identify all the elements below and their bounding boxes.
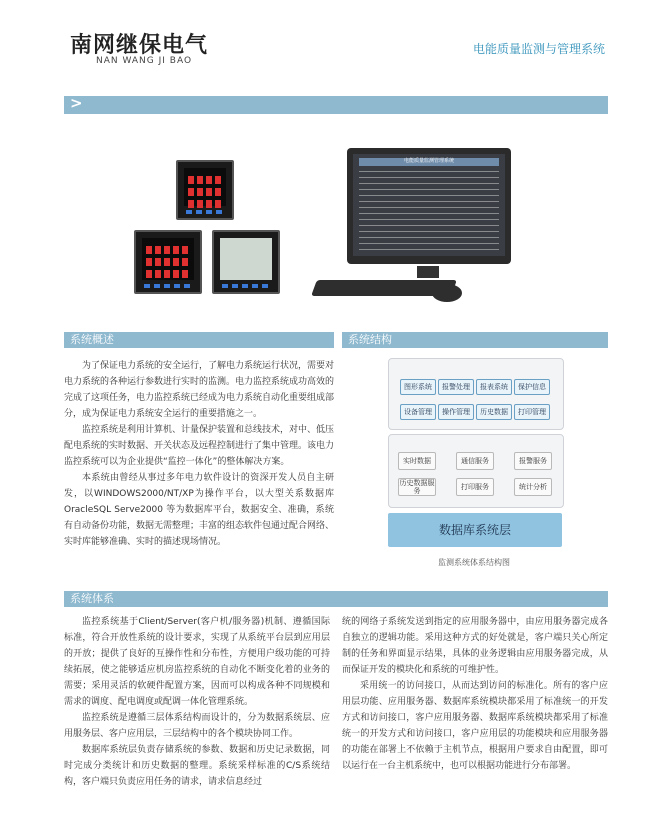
section-heading-structure: 系统结构: [342, 332, 608, 348]
module-history: 历史数据: [476, 404, 512, 420]
system-text-right: [342, 614, 608, 774]
paragraph: 统的网络子系统发送到指定的应用服务器中，由应用服务器完成各自独立的逻辑功能。采用这种方式的好处就是，客户端只关心所定制的任务和界面显示结果，具体的业务逻辑由应用服务器完成，从而保证开发的模块化和系统的可维护性。: [342, 617, 608, 675]
service-communication: 通信服务: [456, 452, 494, 470]
mouse-image: [432, 284, 462, 302]
monitor-image: [347, 148, 511, 264]
paragraph: 采用统一的访问接口，从而达到访问的标准化。所有的客户应用层功能、应用服务器、数据库系统模块都采用了标准统一的开发方式和访问接口，客户应用服务器、数据库系统模块都采用了标准统一的开发方式和访问接口，客户应用层的功能模块和应用服务器的功能在部署上不依赖于主机节点，根据用户要求自由配置，即可以运行在一台主机系统中，也可以根据功能进行分布部署。: [342, 681, 608, 771]
document-title: 电能质量监测与管理系统: [472, 42, 605, 56]
module-graphics: 图形系统: [400, 379, 436, 395]
module-print: 打印管理: [514, 404, 550, 420]
product-image: [64, 120, 608, 320]
paragraph: 监控系统是利用计算机、计量保护装置和总线技术，对中、低压配电系统的实时数据、开关状态及远程控制进行了集中管理。该电力监控系统可以为企业提供“监控一体化”的整体解决方案。: [64, 425, 335, 467]
paragraph: 数据库系统层负责存储系统的参数、数据和历史记录数据，同时完成分类统计和历史数据的整理。系统采样标准的C/S系统结构，客户端只负责应用任务的请求，请求信息经过: [64, 745, 330, 787]
service-history: 历史数据服务: [399, 479, 435, 495]
module-device: 设备管理: [400, 404, 436, 420]
paragraph: 监控系统是遵循三层体系结构而设计的，分为数据系统层、应用服务层、客户应用层，三层结构中的各个模块协同工作。: [64, 713, 330, 739]
header-bar: [64, 96, 608, 114]
module-operation: 操作管理: [438, 404, 474, 420]
paragraph: 本系统由曾经从事过多年电力软件设计的资深开发人员自主研发，以WINDOWS2000/NT/XP为操作平台，以大型关系数据库OracleSQL Serve2000 等为数据库平台，数据安全、准确，系统有自动备份功能，数据无需整理；丰富的组态软件包通过配合网络、实时库能够准确、实时的描述现场情况。: [64, 473, 335, 547]
module-protection: 保护信息: [514, 379, 550, 395]
chevron-right-icon: >: [70, 94, 83, 112]
monitor-title: 电能质量监测管理系统: [403, 158, 454, 164]
service-alarm: 报警服务: [514, 452, 552, 470]
module-report: 报表系统: [476, 379, 512, 395]
paragraph: 监控系统基于Client/Server(客户机/服务器)机制、遵循国际标准，符合开放性系统的设计要求，实现了从系统平台层到应用层的开放；提供了良好的互操作性和分布性，方便用户级功能的可持续拓展，使之能够适应机房监控系统的自动化不断变化着的业务的需要；采用灵活的软硬件配置方案，因而可以构成各种不同规模和需求的调度、配电调度或配调一体化管理系统。: [64, 617, 330, 707]
database-layer: 数据库系统层: [388, 513, 562, 547]
module-alarm: 报警处理: [438, 379, 474, 395]
paragraph: 为了保证电力系统的安全运行，了解电力系统运行状况，需要对电力系统的各种运行参数进行实时的监测。电力监控系统成功高效的完成了这项任务，电力监控系统已经成为电力系统自动化重要组成部分，成为保证电力系统安全运行的重要措施之一。: [64, 361, 335, 419]
brand-name-en: NAN WANG JI BAO: [96, 56, 193, 66]
system-text-left: [64, 614, 330, 790]
section-heading-overview: 系统概述: [64, 332, 334, 348]
power-meter-image: [134, 230, 202, 294]
brand-name: 南网继保电气: [70, 33, 209, 58]
service-print: 打印服务: [456, 478, 494, 496]
diagram-caption: 监测系统体系结构图: [438, 558, 510, 567]
service-realtime: 实时数据: [398, 452, 436, 470]
power-meter-image: [212, 230, 280, 294]
service-layer-panel: [388, 434, 564, 508]
section-heading-system: 系统体系: [64, 591, 608, 607]
overview-text: [64, 358, 334, 550]
power-meter-image: [176, 160, 234, 220]
service-statistics: 统计分析: [514, 478, 552, 496]
